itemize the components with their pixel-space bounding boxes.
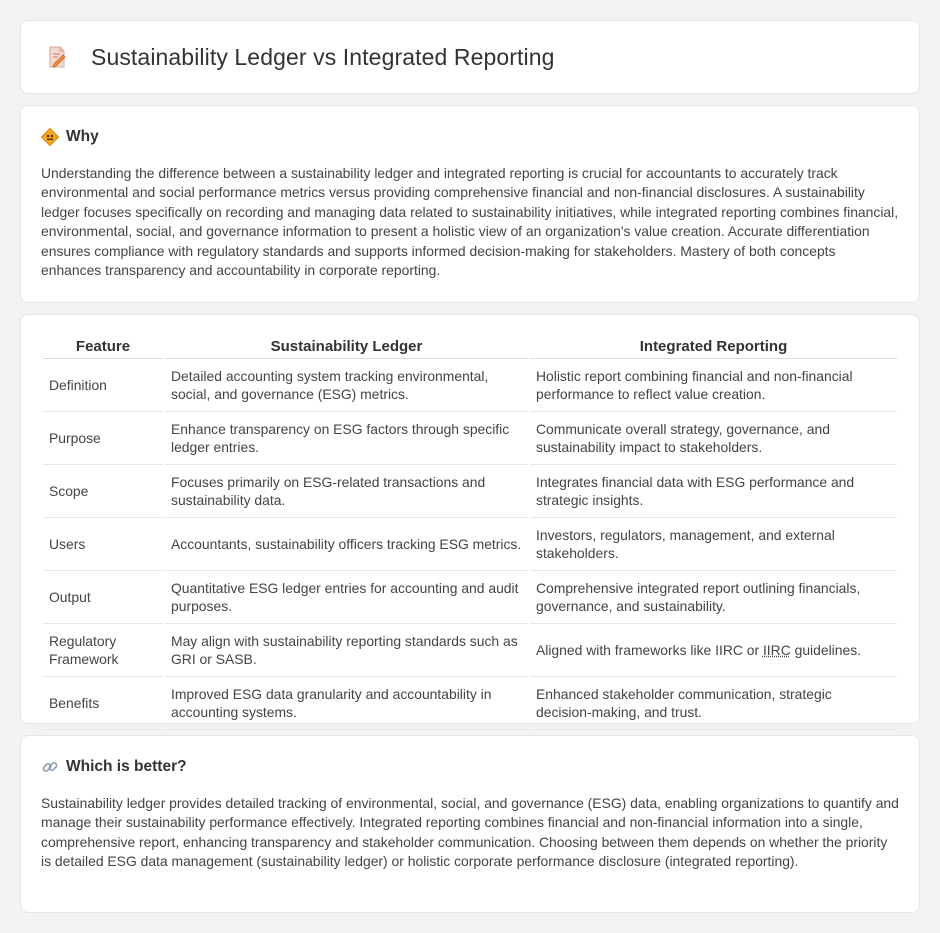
feature-cell: Definition [43,359,163,412]
title-card [20,20,920,94]
reporting-text-post: guidelines. [790,642,862,658]
table-row [43,518,897,571]
document-edit-icon [45,45,69,69]
why-section [20,105,920,303]
table-header-row [43,335,897,359]
header-integrated-reporting: Integrated Reporting [530,335,897,359]
reporting-cell: Communicate overall strategy, governance, and sustainability impact to stakeholders. [530,412,897,465]
feature-cell: Output [43,571,163,624]
why-text: Understanding the difference between a sustainability ledger and integrated reporting is crucial for accountants to accurately track environmental and social performance metrics versus providing comprehensive financial and non-financial disclosures. A sustainability ledger focuses specifically on recording and managing data related to sustainability initiatives, while integrated reporting combines financial, environmental, social, and governance information to present a holistic view of an organization's value creation. Accurate differentiation ensures compliance with regulatory standards and supports informed decision-making for stakeholders. Mastery of both concepts enhances transparency and accountability in corporate reporting. [41,165,899,279]
table-row [43,465,897,518]
feature-cell: Benefits [43,677,163,730]
table-row [43,412,897,465]
page-title: Sustainability Ledger vs Integrated Reporting [91,43,555,70]
reporting-cell: Comprehensive integrated report outlining financials, governance, and sustainability. [530,571,897,624]
reporting-cell: Holistic report combining financial and non-financial performance to reflect value creation. [530,359,897,412]
table-row [43,677,897,730]
feature-cell: Purpose [43,412,163,465]
feature-cell: Users [43,518,163,571]
better-heading-row [41,758,899,776]
reporting-cell [530,624,897,677]
table-row [43,624,897,677]
why-heading: Why [66,128,99,145]
diamond-sign-icon [41,128,59,146]
reporting-cell: Investors, regulators, management, and external stakeholders. [530,518,897,571]
reporting-cell: Integrates financial data with ESG performance and strategic insights. [530,465,897,518]
link-icon [41,758,59,776]
which-is-better-section [20,735,920,913]
ledger-cell: Focuses primarily on ESG-related transactions and sustainability data. [165,465,528,518]
feature-cell: Scope [43,465,163,518]
ledger-cell: Enhance transparency on ESG factors through specific ledger entries. [165,412,528,465]
ledger-cell: Detailed accounting system tracking environmental, social, and governance (ESG) metrics. [165,359,528,412]
reporting-text-pre: Aligned with frameworks like IIRC or [536,642,763,658]
comparison-table-card [20,314,920,724]
ledger-cell: Quantitative ESG ledger entries for accounting and audit purposes. [165,571,528,624]
comparison-table [41,335,899,730]
ledger-cell: Accountants, sustainability officers tracking ESG metrics. [165,518,528,571]
table-row [43,359,897,412]
reporting-cell: Enhanced stakeholder communication, strategic decision-making, and trust. [530,677,897,730]
table-row [43,571,897,624]
better-text: Sustainability ledger provides detailed tracking of environmental, social, and governance (ESG) data, enabling organizations to quantify and manage their sustainability performance effectively. Integrated reporting combines financial and non-financial information into a single, comprehensive report, enhancing transparency and stakeholder communication. Choosing between them depends on whether the priority is detailed ESG data management (sustainability ledger) or holistic corporate performance disclosure (integrated reporting). [41,795,899,870]
header-sustainability-ledger: Sustainability Ledger [165,335,528,359]
why-heading-row [41,128,899,146]
ledger-cell: Improved ESG data granularity and accountability in accounting systems. [165,677,528,730]
better-heading: Which is better? [66,758,187,775]
iirc-abbreviation: IIRC [762,642,791,658]
header-feature: Feature [43,335,163,359]
feature-cell: Regulatory Framework [43,624,163,677]
ledger-cell: May align with sustainability reporting standards such as GRI or SASB. [165,624,528,677]
